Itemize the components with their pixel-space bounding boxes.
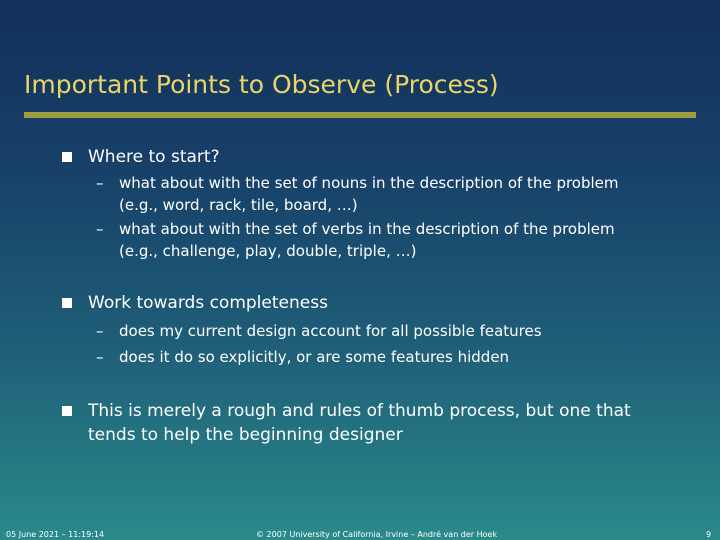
bullet-text: Work towards completeness xyxy=(88,293,328,313)
bullet-square-icon xyxy=(62,406,72,416)
bullet-square-icon xyxy=(62,152,72,162)
subitem-text: does my current design account for all possible features xyxy=(119,322,542,340)
dash-icon: – xyxy=(96,220,104,238)
bullet-text: Where to start? xyxy=(88,147,220,167)
subitem-text: (e.g., word, rack, tile, board, …) xyxy=(119,196,358,214)
title-rule xyxy=(24,112,696,118)
footer-page-number: 9 xyxy=(706,530,712,539)
dash-icon: – xyxy=(96,348,104,366)
footer-date: 05 June 2021 – 11:19:14 xyxy=(6,530,105,539)
bullet-text: This is merely a rough and rules of thumb process, but one that xyxy=(88,401,631,421)
subitem-text: does it do so explicitly, or are some features hidden xyxy=(119,348,510,366)
dash-icon: – xyxy=(96,322,104,340)
footer-copyright: © 2007 University of California, Irvine – André van der Hoek xyxy=(256,530,498,539)
bullet-square-icon xyxy=(62,298,72,308)
bullet-text: tends to help the beginning designer xyxy=(88,425,403,445)
slide-title: Important Points to Observe (Process) xyxy=(24,70,499,99)
dash-icon: – xyxy=(96,174,104,192)
subitem-text: (e.g., challenge, play, double, triple, …) xyxy=(119,242,417,260)
subitem-text: what about with the set of verbs in the description of the problem xyxy=(119,220,615,238)
subitem-text: what about with the set of nouns in the description of the problem xyxy=(119,174,619,192)
